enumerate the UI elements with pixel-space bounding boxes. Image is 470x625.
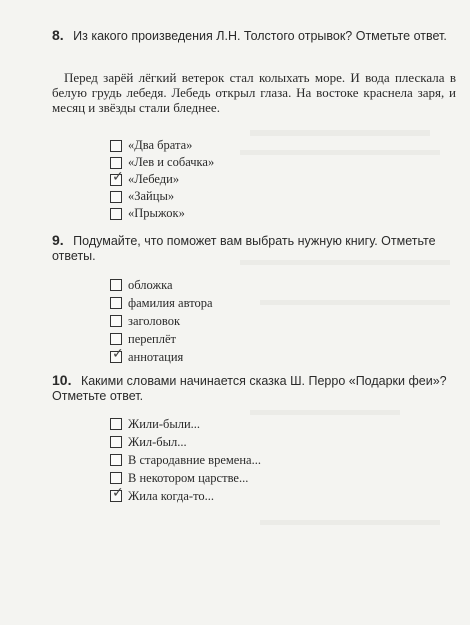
question-8 xyxy=(52,28,460,44)
checkbox[interactable] xyxy=(110,454,122,466)
option-label: В стародавние времена... xyxy=(128,452,261,467)
bleed-through xyxy=(260,300,450,305)
question-number: 9. xyxy=(52,232,64,248)
option-zhili-byli[interactable] xyxy=(110,415,261,433)
question-text: Подумайте, что поможет вам выбрать нужную книгу. Отметьте ответы. xyxy=(52,234,436,263)
option-zaitsy[interactable] xyxy=(110,188,214,205)
checkbox[interactable] xyxy=(110,297,122,309)
option-pryzhok[interactable] xyxy=(110,205,214,222)
answer-options-9 xyxy=(110,276,213,366)
checkbox[interactable]: ✓ xyxy=(112,346,124,362)
question-text: Из какого произведения Л.Н. Толстого отрывок? Отметьте ответ. xyxy=(73,29,447,43)
bleed-through xyxy=(240,150,440,155)
bleed-through xyxy=(250,130,430,136)
option-v-nekotorom-tsarstve[interactable] xyxy=(110,469,261,487)
option-label: заголовок xyxy=(128,313,181,328)
option-label: фамилия автора xyxy=(128,295,213,310)
checkbox[interactable] xyxy=(110,315,122,327)
bleed-through xyxy=(250,410,400,415)
checkbox[interactable] xyxy=(110,157,122,169)
option-label: Жила когда-то... xyxy=(128,488,214,503)
option-label: обложка xyxy=(128,277,173,292)
option-lev-i-sobachka[interactable] xyxy=(110,154,214,171)
option-zhila-kogda-to[interactable] xyxy=(110,487,261,505)
checkbox[interactable] xyxy=(110,472,122,484)
answer-options-8 xyxy=(110,137,214,222)
excerpt-passage: Перед зарёй лёгкий ветерок стал колыхать море. И вода плескала в белую грудь лебедя. Лебедь открыл глаза. На востоке краснела заря, и месяц и звёзды стали бледнее. xyxy=(52,70,456,115)
option-label: «Прыжок» xyxy=(128,206,185,220)
option-pereplet[interactable] xyxy=(110,330,213,348)
checkbox[interactable] xyxy=(110,436,122,448)
option-label: «Два брата» xyxy=(128,138,193,152)
option-label: аннотация xyxy=(128,349,184,364)
checkbox[interactable] xyxy=(110,140,122,152)
checkbox[interactable] xyxy=(110,191,122,203)
option-label: В некотором царстве... xyxy=(128,470,249,485)
option-zhil-byl[interactable] xyxy=(110,433,261,451)
option-label: «Зайцы» xyxy=(128,189,175,203)
question-text: Какими словами начинается сказка Ш. Перро «Подарки феи»? Отметьте ответ. xyxy=(52,374,447,403)
answer-options-10 xyxy=(110,415,261,505)
option-zagolovok[interactable] xyxy=(110,312,213,330)
checkbox[interactable] xyxy=(110,208,122,220)
bleed-through xyxy=(260,520,440,525)
question-number: 8. xyxy=(52,27,64,43)
option-oblozhka[interactable] xyxy=(110,276,213,294)
option-annotatsiya[interactable] xyxy=(110,348,213,366)
option-label: «Лебеди» xyxy=(128,172,180,186)
question-10 xyxy=(52,373,460,404)
option-label: Жили-были... xyxy=(128,416,201,431)
checkbox[interactable] xyxy=(110,279,122,291)
question-9 xyxy=(52,233,460,264)
checkbox[interactable]: ✓ xyxy=(112,168,124,185)
checkbox[interactable] xyxy=(110,333,122,345)
question-number: 10. xyxy=(52,372,72,388)
option-dva-brata[interactable] xyxy=(110,137,214,154)
checkbox[interactable] xyxy=(110,418,122,430)
option-label: «Лев и собачка» xyxy=(128,155,215,169)
option-label: переплёт xyxy=(128,331,176,346)
option-v-starodavnie-vremena[interactable] xyxy=(110,451,261,469)
option-lebedi[interactable] xyxy=(110,168,214,188)
checkbox[interactable]: ✓ xyxy=(112,485,124,501)
option-label: Жил-был... xyxy=(128,434,187,449)
option-familiya-avtora[interactable] xyxy=(110,294,213,312)
